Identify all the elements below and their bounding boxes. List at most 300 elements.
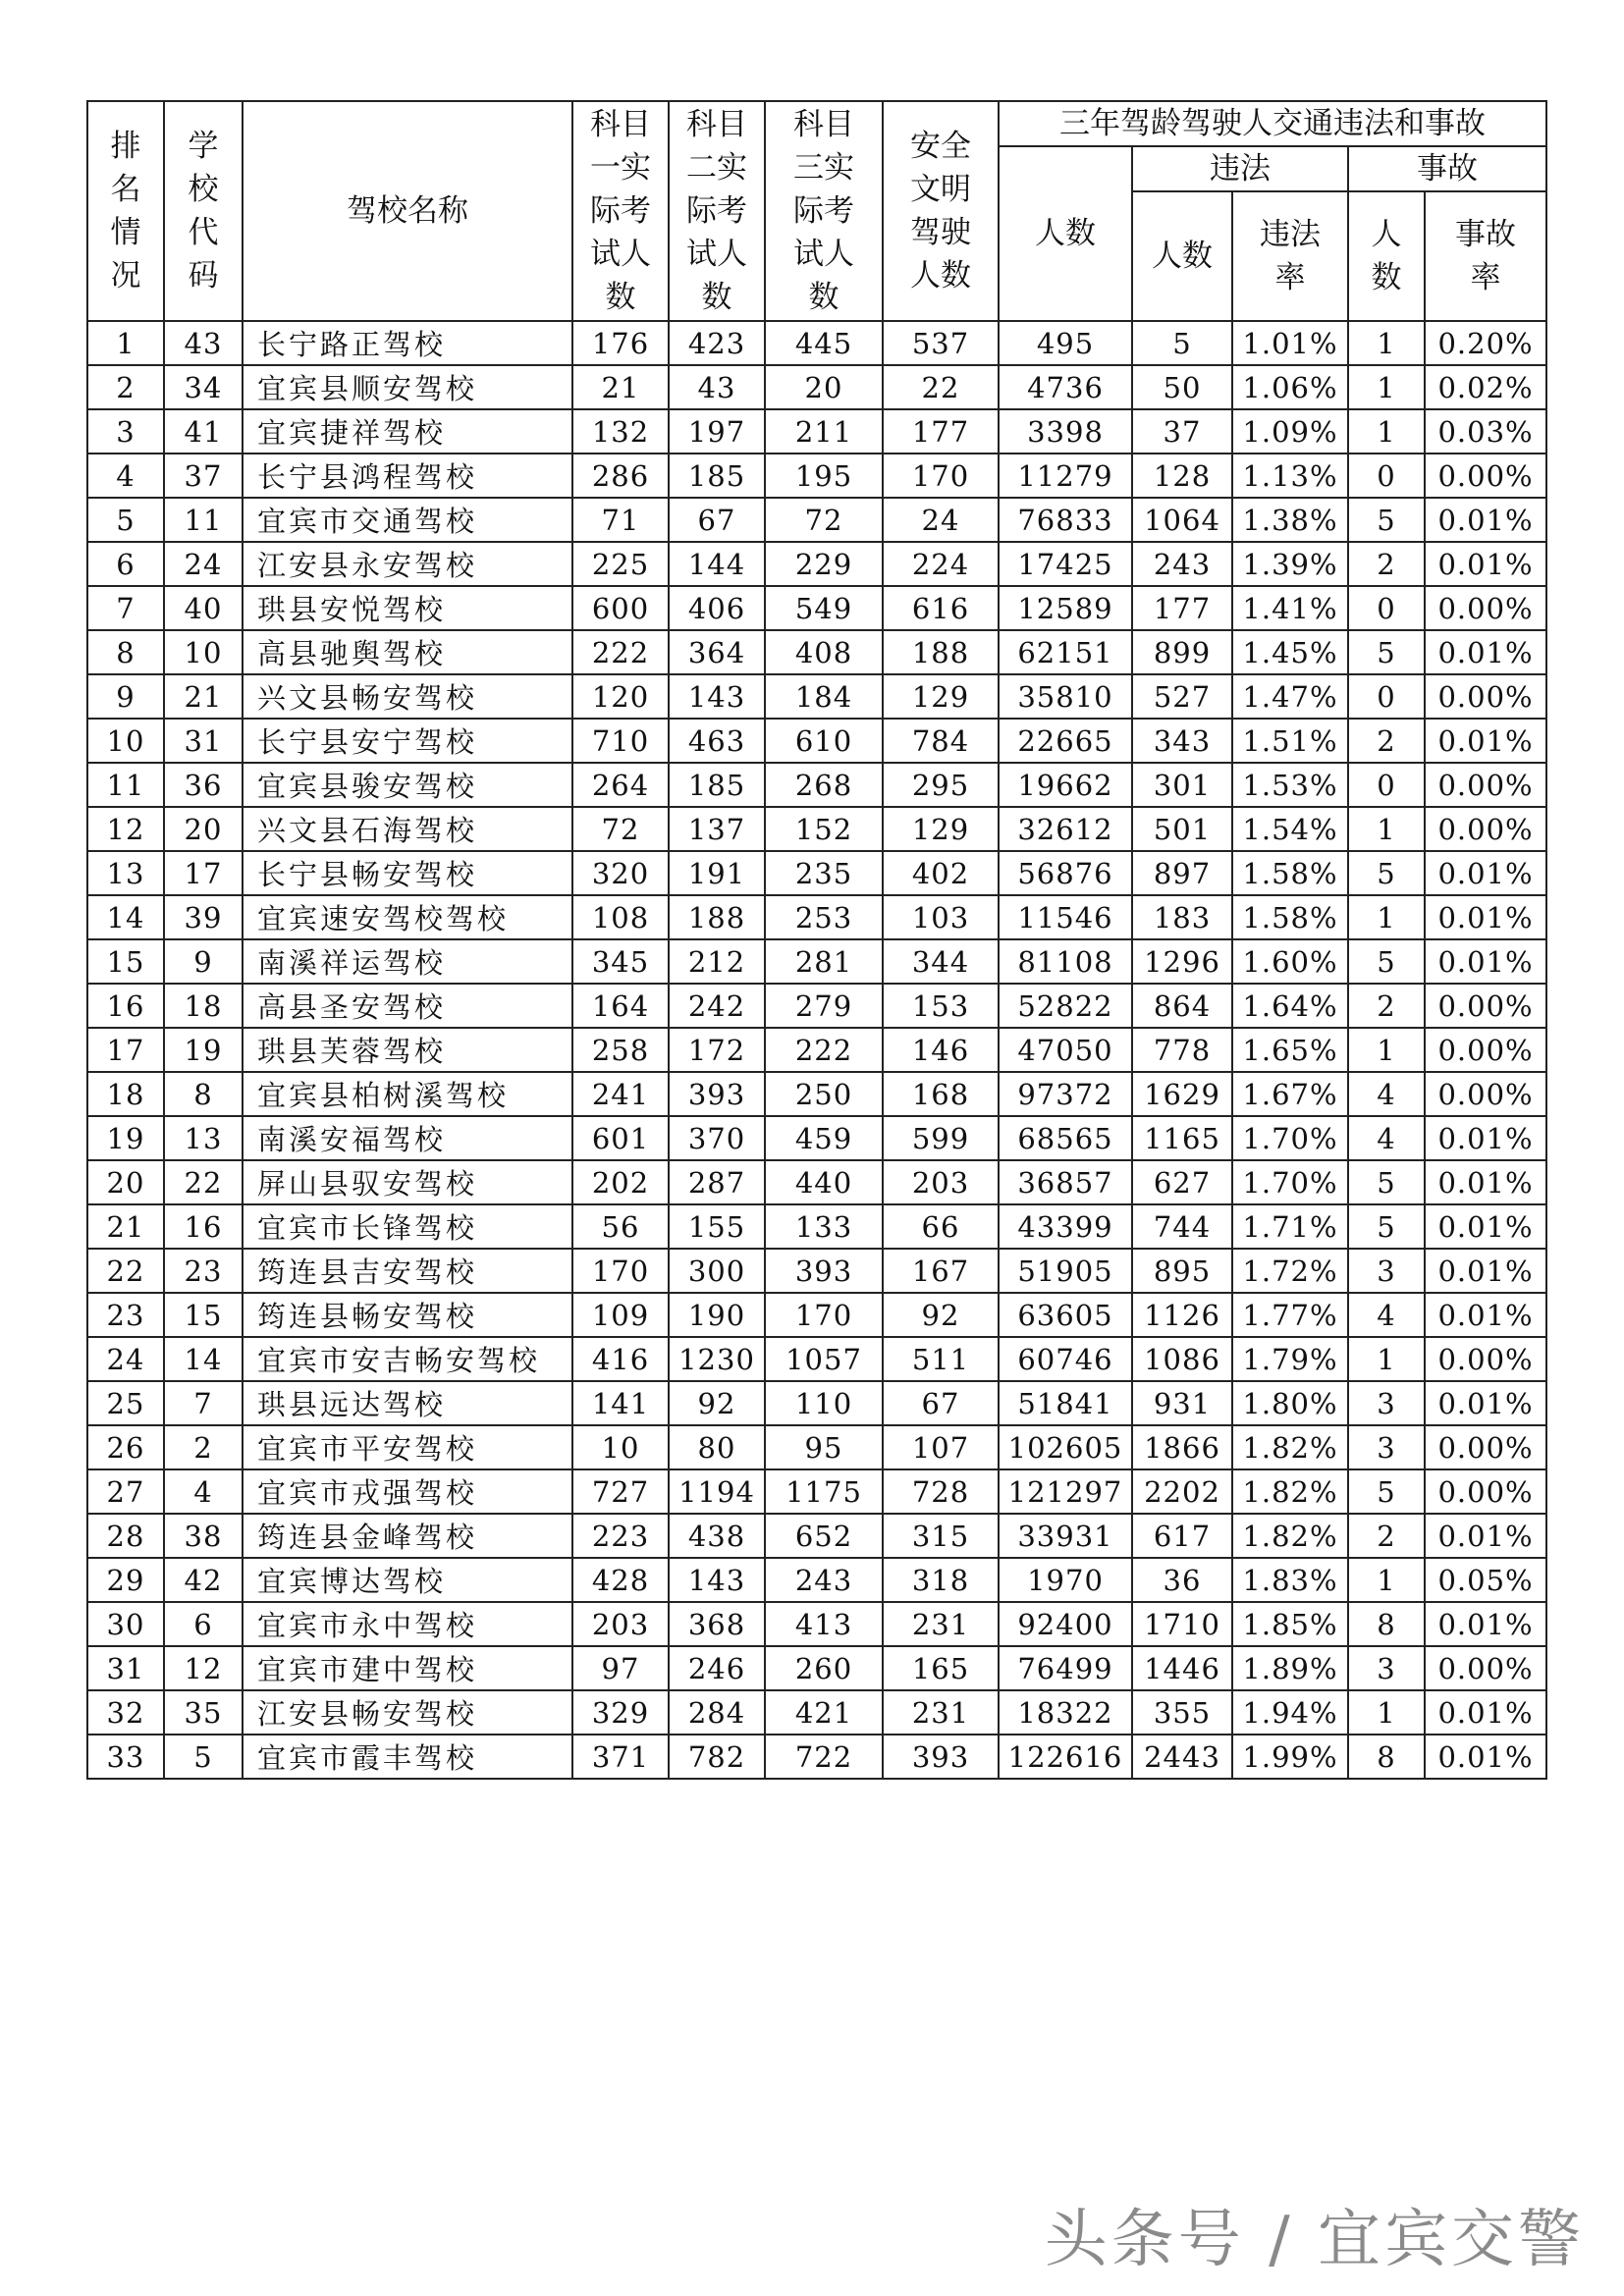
people-cell: 22665 <box>999 719 1132 763</box>
rank-cell: 29 <box>87 1558 164 1602</box>
rank-cell: 28 <box>87 1514 164 1558</box>
accident-count-cell: 4 <box>1348 1072 1425 1116</box>
accident-rate-cell: 0.01% <box>1425 1293 1546 1337</box>
people-cell: 1970 <box>999 1558 1132 1602</box>
rank-cell: 21 <box>87 1204 164 1249</box>
school-name-cell: 宜宾博达驾校 <box>243 1558 572 1602</box>
accident-count-cell: 1 <box>1348 1690 1425 1735</box>
people-cell: 43399 <box>999 1204 1132 1249</box>
subject1-cell: 329 <box>572 1690 669 1735</box>
code-cell: 43 <box>164 321 243 365</box>
rank-cell: 25 <box>87 1381 164 1425</box>
safe-drivers-cell: 616 <box>883 586 999 630</box>
accident-count-cell: 4 <box>1348 1116 1425 1160</box>
safe-drivers-cell: 231 <box>883 1602 999 1646</box>
safe-drivers-cell: 168 <box>883 1072 999 1116</box>
subject3-cell: 211 <box>765 409 883 454</box>
accident-rate-cell: 0.00% <box>1425 807 1546 851</box>
violation-count-cell: 1446 <box>1132 1646 1232 1690</box>
subject1-cell: 601 <box>572 1116 669 1160</box>
table-row <box>87 895 1546 939</box>
people-cell: 92400 <box>999 1602 1132 1646</box>
rank-cell: 4 <box>87 454 164 498</box>
table-row <box>87 365 1546 409</box>
code-cell: 14 <box>164 1337 243 1381</box>
safe-drivers-cell: 402 <box>883 851 999 895</box>
table-row <box>87 1160 1546 1204</box>
safe-drivers-cell: 318 <box>883 1558 999 1602</box>
accident-count-cell: 1 <box>1348 321 1425 365</box>
violation-count-cell: 2202 <box>1132 1469 1232 1514</box>
school-name-cell: 江安县畅安驾校 <box>243 1690 572 1735</box>
subject2-cell: 284 <box>669 1690 765 1735</box>
accident-count-cell: 0 <box>1348 674 1425 719</box>
table-row <box>87 1558 1546 1602</box>
code-cell: 39 <box>164 895 243 939</box>
table-row <box>87 851 1546 895</box>
rank-cell: 23 <box>87 1293 164 1337</box>
school-name-cell: 长宁路正驾校 <box>243 321 572 365</box>
table-row <box>87 1690 1546 1735</box>
subject3-cell: 279 <box>765 984 883 1028</box>
accident-rate-cell: 0.01% <box>1425 1381 1546 1425</box>
table-row <box>87 630 1546 674</box>
code-cell: 38 <box>164 1514 243 1558</box>
violation-count-cell: 128 <box>1132 454 1232 498</box>
school-name-cell: 江安县永安驾校 <box>243 542 572 586</box>
code-cell: 13 <box>164 1116 243 1160</box>
violation-rate-cell: 1.54% <box>1232 807 1348 851</box>
violation-rate-cell: 1.64% <box>1232 984 1348 1028</box>
accident-count-cell: 1 <box>1348 807 1425 851</box>
accident-rate-cell: 0.00% <box>1425 1337 1546 1381</box>
accident-count-cell: 8 <box>1348 1602 1425 1646</box>
accident-count-cell: 1 <box>1348 1028 1425 1072</box>
subject2-cell: 393 <box>669 1072 765 1116</box>
subject1-cell: 170 <box>572 1249 669 1293</box>
people-cell: 63605 <box>999 1293 1132 1337</box>
violation-rate-cell: 1.53% <box>1232 763 1348 807</box>
violation-count-cell: 864 <box>1132 984 1232 1028</box>
people-cell: 32612 <box>999 807 1132 851</box>
accident-count-cell: 5 <box>1348 498 1425 542</box>
school-name-cell: 珙县安悦驾校 <box>243 586 572 630</box>
school-name-cell: 长宁县畅安驾校 <box>243 851 572 895</box>
violation-rate-cell: 1.45% <box>1232 630 1348 674</box>
rank-cell: 9 <box>87 674 164 719</box>
violation-rate-cell: 1.47% <box>1232 674 1348 719</box>
people-cell: 3398 <box>999 409 1132 454</box>
subject3-cell: 260 <box>765 1646 883 1690</box>
accident-rate-cell: 0.05% <box>1425 1558 1546 1602</box>
school-name-cell: 筠连县畅安驾校 <box>243 1293 572 1337</box>
subject3-cell: 281 <box>765 939 883 984</box>
violation-rate-cell: 1.06% <box>1232 365 1348 409</box>
violation-rate-cell: 1.82% <box>1232 1514 1348 1558</box>
accident-rate-cell: 0.01% <box>1425 1204 1546 1249</box>
violation-rate-cell: 1.85% <box>1232 1602 1348 1646</box>
violation-count-cell: 527 <box>1132 674 1232 719</box>
table-row <box>87 409 1546 454</box>
table-row <box>87 1116 1546 1160</box>
accident-rate-cell: 0.00% <box>1425 984 1546 1028</box>
subject3-cell: 1175 <box>765 1469 883 1514</box>
people-cell: 60746 <box>999 1337 1132 1381</box>
accident-count-cell: 5 <box>1348 630 1425 674</box>
code-cell: 16 <box>164 1204 243 1249</box>
code-cell: 36 <box>164 763 243 807</box>
table-row <box>87 542 1546 586</box>
people-cell: 19662 <box>999 763 1132 807</box>
safe-drivers-cell: 66 <box>883 1204 999 1249</box>
ranking-sheet <box>86 100 1545 1780</box>
accident-rate-cell: 0.00% <box>1425 1469 1546 1514</box>
subject2-cell: 188 <box>669 895 765 939</box>
header-subject2: 科目二实际考试人数 <box>669 101 765 321</box>
subject3-cell: 1057 <box>765 1337 883 1381</box>
subject1-cell: 71 <box>572 498 669 542</box>
subject1-cell: 345 <box>572 939 669 984</box>
table-row <box>87 1469 1546 1514</box>
table-row <box>87 1072 1546 1116</box>
accident-count-cell: 8 <box>1348 1735 1425 1779</box>
rank-cell: 3 <box>87 409 164 454</box>
subject3-cell: 152 <box>765 807 883 851</box>
subject2-cell: 80 <box>669 1425 765 1469</box>
subject2-cell: 185 <box>669 454 765 498</box>
table-row <box>87 1337 1546 1381</box>
violation-rate-cell: 1.77% <box>1232 1293 1348 1337</box>
violation-count-cell: 1126 <box>1132 1293 1232 1337</box>
safe-drivers-cell: 167 <box>883 1249 999 1293</box>
people-cell: 35810 <box>999 674 1132 719</box>
subject1-cell: 710 <box>572 719 669 763</box>
rank-cell: 6 <box>87 542 164 586</box>
safe-drivers-cell: 599 <box>883 1116 999 1160</box>
code-cell: 21 <box>164 674 243 719</box>
accident-count-cell: 1 <box>1348 1337 1425 1381</box>
table-row <box>87 586 1546 630</box>
watermark: 头条号 / 宜宾交警 <box>1044 2204 1585 2276</box>
violation-count-cell: 1296 <box>1132 939 1232 984</box>
table-row <box>87 1249 1546 1293</box>
subject3-cell: 253 <box>765 895 883 939</box>
rank-cell: 20 <box>87 1160 164 1204</box>
rank-cell: 16 <box>87 984 164 1028</box>
school-name-cell: 长宁县安宁驾校 <box>243 719 572 763</box>
school-name-cell: 宜宾市安吉畅安驾校 <box>243 1337 572 1381</box>
header-accident-count: 人数 <box>1348 191 1425 321</box>
subject2-cell: 782 <box>669 1735 765 1779</box>
accident-count-cell: 5 <box>1348 1204 1425 1249</box>
safe-drivers-cell: 67 <box>883 1381 999 1425</box>
school-name-cell: 宜宾市霞丰驾校 <box>243 1735 572 1779</box>
subject3-cell: 235 <box>765 851 883 895</box>
safe-drivers-cell: 511 <box>883 1337 999 1381</box>
subject1-cell: 202 <box>572 1160 669 1204</box>
table-row <box>87 939 1546 984</box>
safe-drivers-cell: 22 <box>883 365 999 409</box>
header-subject3: 科目三实际考试人数 <box>765 101 883 321</box>
header-name: 驾校名称 <box>243 101 572 321</box>
violation-count-cell: 501 <box>1132 807 1232 851</box>
school-name-cell: 宜宾速安驾校驾校 <box>243 895 572 939</box>
people-cell: 121297 <box>999 1469 1132 1514</box>
violation-rate-cell: 1.58% <box>1232 851 1348 895</box>
subject2-cell: 185 <box>669 763 765 807</box>
code-cell: 11 <box>164 498 243 542</box>
subject1-cell: 428 <box>572 1558 669 1602</box>
driving-school-ranking-table <box>86 100 1547 1780</box>
safe-drivers-cell: 224 <box>883 542 999 586</box>
subject2-cell: 1230 <box>669 1337 765 1381</box>
accident-count-cell: 2 <box>1348 719 1425 763</box>
header-subject1: 科目一实际考试人数 <box>572 101 669 321</box>
table-row <box>87 1514 1546 1558</box>
accident-rate-cell: 0.01% <box>1425 1602 1546 1646</box>
subject1-cell: 286 <box>572 454 669 498</box>
subject3-cell: 610 <box>765 719 883 763</box>
code-cell: 12 <box>164 1646 243 1690</box>
subject1-cell: 225 <box>572 542 669 586</box>
subject2-cell: 144 <box>669 542 765 586</box>
header-violation: 违法 <box>1132 146 1348 191</box>
accident-rate-cell: 0.00% <box>1425 763 1546 807</box>
people-cell: 17425 <box>999 542 1132 586</box>
header-group: 三年驾龄驾驶人交通违法和事故 <box>999 101 1546 146</box>
subject2-cell: 143 <box>669 1558 765 1602</box>
violation-count-cell: 243 <box>1132 542 1232 586</box>
violation-count-cell: 744 <box>1132 1204 1232 1249</box>
violation-rate-cell: 1.89% <box>1232 1646 1348 1690</box>
safe-drivers-cell: 153 <box>883 984 999 1028</box>
violation-rate-cell: 1.58% <box>1232 895 1348 939</box>
code-cell: 35 <box>164 1690 243 1735</box>
accident-rate-cell: 0.00% <box>1425 1072 1546 1116</box>
accident-rate-cell: 0.01% <box>1425 1690 1546 1735</box>
subject1-cell: 56 <box>572 1204 669 1249</box>
subject3-cell: 243 <box>765 1558 883 1602</box>
school-name-cell: 宜宾县柏树溪驾校 <box>243 1072 572 1116</box>
violation-count-cell: 1866 <box>1132 1425 1232 1469</box>
safe-drivers-cell: 92 <box>883 1293 999 1337</box>
accident-rate-cell: 0.00% <box>1425 454 1546 498</box>
school-name-cell: 筠连县吉安驾校 <box>243 1249 572 1293</box>
header-code: 学校代码 <box>164 101 243 321</box>
subject1-cell: 72 <box>572 807 669 851</box>
table-row <box>87 1735 1546 1779</box>
table-row <box>87 763 1546 807</box>
accident-count-cell: 5 <box>1348 851 1425 895</box>
school-name-cell: 高县圣安驾校 <box>243 984 572 1028</box>
accident-count-cell: 5 <box>1348 1160 1425 1204</box>
subject2-cell: 246 <box>669 1646 765 1690</box>
safe-drivers-cell: 188 <box>883 630 999 674</box>
subject1-cell: 109 <box>572 1293 669 1337</box>
subject3-cell: 229 <box>765 542 883 586</box>
school-name-cell: 宜宾市平安驾校 <box>243 1425 572 1469</box>
rank-cell: 32 <box>87 1690 164 1735</box>
code-cell: 9 <box>164 939 243 984</box>
accident-rate-cell: 0.20% <box>1425 321 1546 365</box>
subject1-cell: 371 <box>572 1735 669 1779</box>
table-row <box>87 1204 1546 1249</box>
accident-rate-cell: 0.01% <box>1425 1116 1546 1160</box>
table-row <box>87 807 1546 851</box>
people-cell: 81108 <box>999 939 1132 984</box>
violation-rate-cell: 1.70% <box>1232 1160 1348 1204</box>
people-cell: 47050 <box>999 1028 1132 1072</box>
violation-count-cell: 778 <box>1132 1028 1232 1072</box>
violation-count-cell: 897 <box>1132 851 1232 895</box>
school-name-cell: 宜宾县顺安驾校 <box>243 365 572 409</box>
code-cell: 4 <box>164 1469 243 1514</box>
header-accident: 事故 <box>1348 146 1546 191</box>
subject2-cell: 300 <box>669 1249 765 1293</box>
safe-drivers-cell: 146 <box>883 1028 999 1072</box>
header-rank: 排名情况 <box>87 101 164 321</box>
violation-count-cell: 931 <box>1132 1381 1232 1425</box>
people-cell: 36857 <box>999 1160 1132 1204</box>
safe-drivers-cell: 315 <box>883 1514 999 1558</box>
safe-drivers-cell: 107 <box>883 1425 999 1469</box>
rank-cell: 8 <box>87 630 164 674</box>
accident-rate-cell: 0.00% <box>1425 1028 1546 1072</box>
safe-drivers-cell: 784 <box>883 719 999 763</box>
subject3-cell: 268 <box>765 763 883 807</box>
table-row <box>87 674 1546 719</box>
accident-count-cell: 0 <box>1348 454 1425 498</box>
subject2-cell: 67 <box>669 498 765 542</box>
code-cell: 19 <box>164 1028 243 1072</box>
subject1-cell: 222 <box>572 630 669 674</box>
safe-drivers-cell: 295 <box>883 763 999 807</box>
subject2-cell: 155 <box>669 1204 765 1249</box>
rank-cell: 2 <box>87 365 164 409</box>
people-cell: 52822 <box>999 984 1132 1028</box>
subject3-cell: 95 <box>765 1425 883 1469</box>
violation-count-cell: 50 <box>1132 365 1232 409</box>
violation-count-cell: 1086 <box>1132 1337 1232 1381</box>
subject3-cell: 250 <box>765 1072 883 1116</box>
table-body <box>87 321 1546 1779</box>
subject3-cell: 549 <box>765 586 883 630</box>
accident-rate-cell: 0.00% <box>1425 586 1546 630</box>
table-row <box>87 1425 1546 1469</box>
violation-rate-cell: 1.67% <box>1232 1072 1348 1116</box>
code-cell: 2 <box>164 1425 243 1469</box>
violation-rate-cell: 1.13% <box>1232 454 1348 498</box>
subject2-cell: 191 <box>669 851 765 895</box>
table-row <box>87 1602 1546 1646</box>
subject1-cell: 176 <box>572 321 669 365</box>
safe-drivers-cell: 393 <box>883 1735 999 1779</box>
code-cell: 23 <box>164 1249 243 1293</box>
accident-rate-cell: 0.01% <box>1425 1249 1546 1293</box>
accident-count-cell: 1 <box>1348 895 1425 939</box>
rank-cell: 13 <box>87 851 164 895</box>
table-header <box>87 101 1546 321</box>
subject1-cell: 120 <box>572 674 669 719</box>
people-cell: 495 <box>999 321 1132 365</box>
violation-count-cell: 1064 <box>1132 498 1232 542</box>
safe-drivers-cell: 177 <box>883 409 999 454</box>
subject2-cell: 137 <box>669 807 765 851</box>
people-cell: 62151 <box>999 630 1132 674</box>
people-cell: 97372 <box>999 1072 1132 1116</box>
accident-rate-cell: 0.01% <box>1425 1514 1546 1558</box>
accident-count-cell: 0 <box>1348 763 1425 807</box>
people-cell: 33931 <box>999 1514 1132 1558</box>
subject3-cell: 195 <box>765 454 883 498</box>
rank-cell: 22 <box>87 1249 164 1293</box>
subject2-cell: 406 <box>669 586 765 630</box>
violation-rate-cell: 1.94% <box>1232 1690 1348 1735</box>
people-cell: 51905 <box>999 1249 1132 1293</box>
safe-drivers-cell: 129 <box>883 807 999 851</box>
people-cell: 11546 <box>999 895 1132 939</box>
table-row <box>87 1381 1546 1425</box>
subject3-cell: 393 <box>765 1249 883 1293</box>
accident-rate-cell: 0.01% <box>1425 895 1546 939</box>
people-cell: 76833 <box>999 498 1132 542</box>
subject2-cell: 190 <box>669 1293 765 1337</box>
violation-rate-cell: 1.09% <box>1232 409 1348 454</box>
people-cell: 102605 <box>999 1425 1132 1469</box>
safe-drivers-cell: 170 <box>883 454 999 498</box>
accident-count-cell: 2 <box>1348 1514 1425 1558</box>
header-people: 人数 <box>999 146 1132 321</box>
subject1-cell: 108 <box>572 895 669 939</box>
school-name-cell: 筠连县金峰驾校 <box>243 1514 572 1558</box>
violation-count-cell: 1710 <box>1132 1602 1232 1646</box>
subject3-cell: 72 <box>765 498 883 542</box>
rank-cell: 12 <box>87 807 164 851</box>
school-name-cell: 兴文县畅安驾校 <box>243 674 572 719</box>
subject3-cell: 110 <box>765 1381 883 1425</box>
violation-count-cell: 355 <box>1132 1690 1232 1735</box>
subject3-cell: 459 <box>765 1116 883 1160</box>
safe-drivers-cell: 537 <box>883 321 999 365</box>
safe-drivers-cell: 129 <box>883 674 999 719</box>
rank-cell: 26 <box>87 1425 164 1469</box>
rank-cell: 10 <box>87 719 164 763</box>
school-name-cell: 长宁县鸿程驾校 <box>243 454 572 498</box>
violation-count-cell: 617 <box>1132 1514 1232 1558</box>
code-cell: 42 <box>164 1558 243 1602</box>
subject1-cell: 241 <box>572 1072 669 1116</box>
accident-count-cell: 3 <box>1348 1425 1425 1469</box>
accident-rate-cell: 0.01% <box>1425 1735 1546 1779</box>
subject1-cell: 264 <box>572 763 669 807</box>
violation-rate-cell: 1.01% <box>1232 321 1348 365</box>
subject1-cell: 600 <box>572 586 669 630</box>
accident-count-cell: 3 <box>1348 1381 1425 1425</box>
school-name-cell: 南溪祥运驾校 <box>243 939 572 984</box>
accident-rate-cell: 0.03% <box>1425 409 1546 454</box>
rank-cell: 19 <box>87 1116 164 1160</box>
code-cell: 22 <box>164 1160 243 1204</box>
rank-cell: 18 <box>87 1072 164 1116</box>
rank-cell: 33 <box>87 1735 164 1779</box>
violation-rate-cell: 1.41% <box>1232 586 1348 630</box>
violation-rate-cell: 1.71% <box>1232 1204 1348 1249</box>
subject1-cell: 320 <box>572 851 669 895</box>
subject1-cell: 21 <box>572 365 669 409</box>
accident-rate-cell: 0.02% <box>1425 365 1546 409</box>
code-cell: 37 <box>164 454 243 498</box>
subject3-cell: 652 <box>765 1514 883 1558</box>
